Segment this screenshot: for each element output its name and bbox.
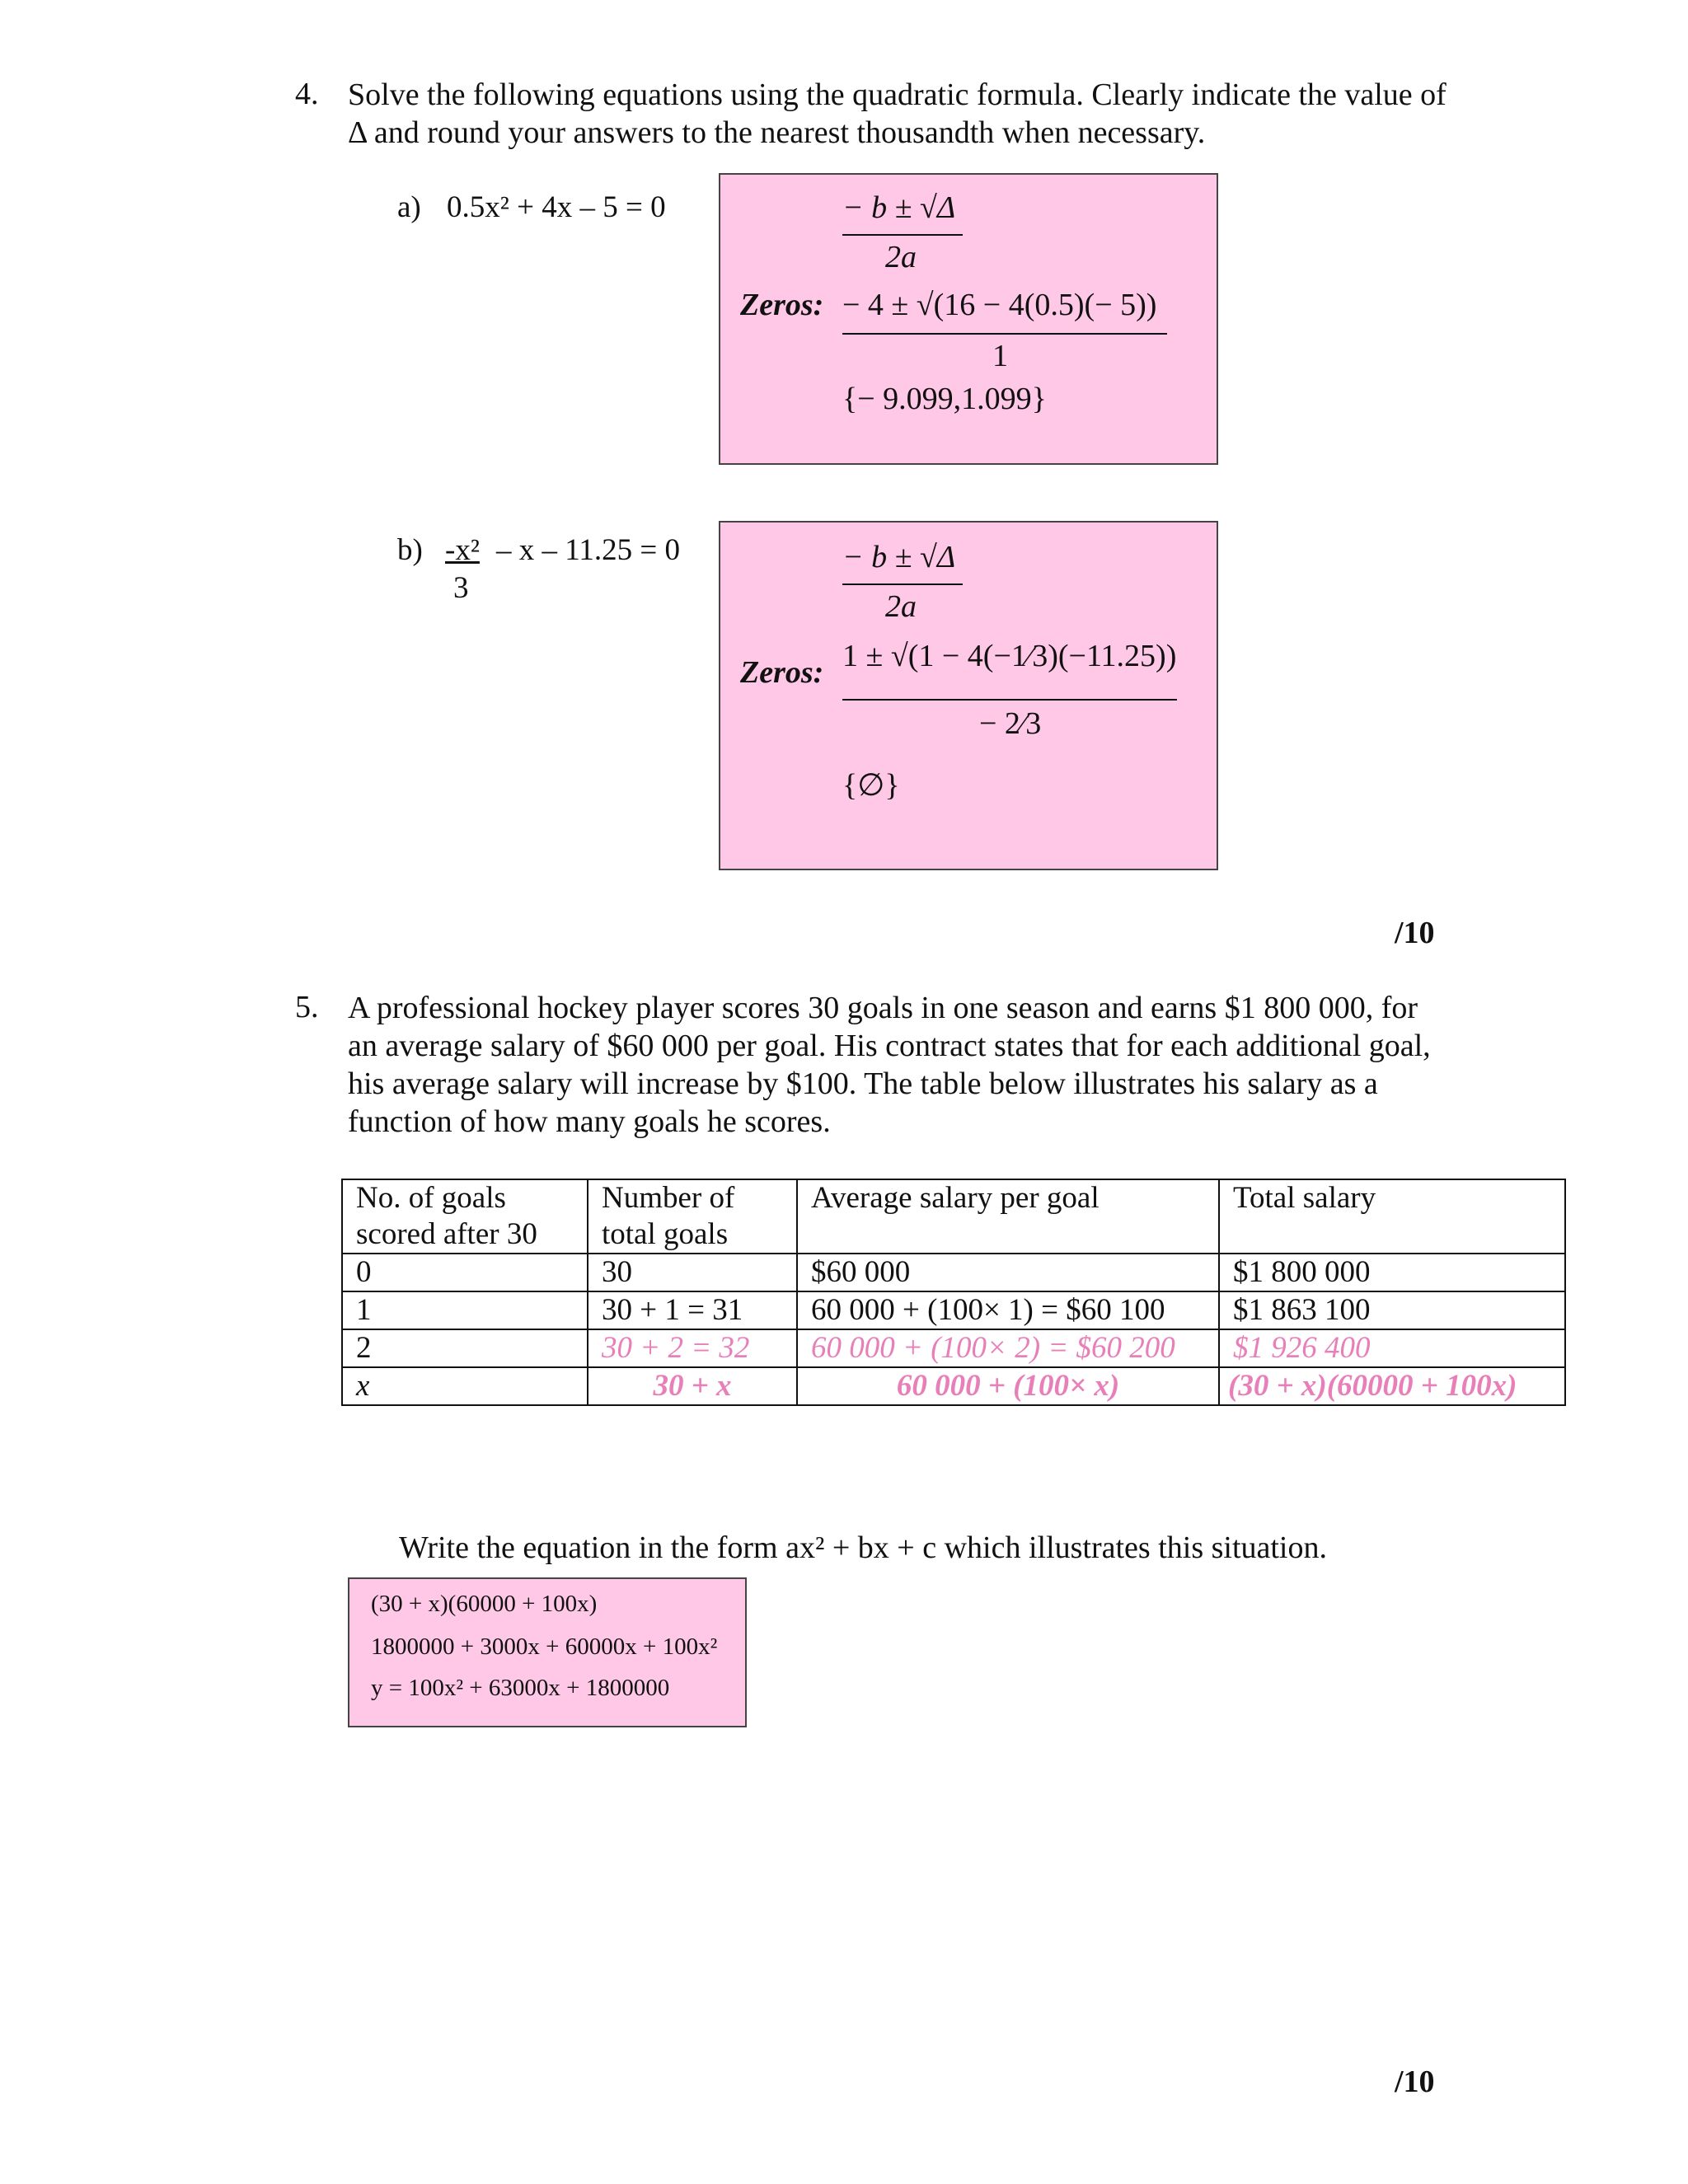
table-cell: 0 [342, 1254, 588, 1291]
table-cell: $1 863 100 [1219, 1291, 1565, 1329]
q4b-equation-numerator: -x² [445, 533, 480, 567]
q4-number: 4. [295, 77, 319, 111]
table-cell: $60 000 [797, 1254, 1219, 1291]
q4a-substitution-numerator: − 4 ± √(16 − 4(0.5)(− 5)) [842, 288, 1157, 322]
answer-cell: 60 000 + (100× x) [797, 1367, 1219, 1405]
q4-prompt: Solve the following equations using the quadratic formula. Clearly indicate the value of Δ and round your answers to the nearest thousandth when necessary. [348, 77, 1447, 150]
q4a-zeros-label: Zeros: [740, 288, 824, 322]
answer-cell: 60 000 + (100× 2) = $60 200 [797, 1329, 1219, 1367]
work-line: (30 + x)(60000 + 100x) [371, 1591, 598, 1617]
q5-answer-box [348, 1577, 747, 1727]
q4b-answer-box [719, 521, 1218, 870]
q4a-substitution-denominator: 1 [992, 339, 1008, 373]
answer-cell: $1 926 400 [1219, 1329, 1565, 1367]
q4b-formula-numerator: − b ± √Δ [842, 540, 956, 574]
work-line: y = 100x² + 63000x + 1800000 [371, 1675, 670, 1701]
salary-table [341, 1179, 1566, 1406]
answer-cell: 30 + x [588, 1367, 797, 1405]
q5-equation-prompt: Write the equation in the form ax² + bx + c which illustrates this situation. [399, 1530, 1327, 1565]
work-line: 1800000 + 3000x + 60000x + 100x² [371, 1633, 718, 1660]
q4b-solution-set: {∅} [842, 768, 900, 803]
q4a-formula-bar [842, 234, 963, 236]
table-header-cell: Number of total goals [588, 1179, 797, 1254]
table-cell: 30 + 1 = 31 [588, 1291, 797, 1329]
q4b-formula-bar [842, 583, 963, 585]
table-row [342, 1329, 1565, 1367]
q5-score: /10 [1395, 2064, 1435, 2099]
table-row [342, 1367, 1565, 1405]
q5-prompt: A professional hockey player scores 30 goals in one season and earns $1 800 000, for an average salary of $60 000 per goal. His contract states that for each additional goal, his average salary will increase by $100. The table below illustrates his salary as a function of how many goals he scores. [348, 991, 1431, 1139]
q4b-equation-rest: – x – 11.25 = 0 [496, 533, 680, 567]
table-header-cell: Total salary [1219, 1179, 1565, 1254]
table-cell: 60 000 + (100× 1) = $60 100 [797, 1291, 1219, 1329]
q4b-equation-denominator: 3 [453, 571, 469, 605]
table-cell: 2 [342, 1329, 588, 1367]
q4a-answer-box [719, 173, 1218, 465]
q5-number: 5. [295, 990, 319, 1024]
q4a-label: a) [397, 190, 421, 224]
table-header-cell: No. of goals scored after 30 [342, 1179, 588, 1254]
table-header-cell: Average salary per goal [797, 1179, 1219, 1254]
q4-score: /10 [1395, 916, 1435, 950]
q4a-solution-set: {− 9.099,1.099} [842, 382, 1047, 416]
q4b-substitution-bar [842, 699, 1177, 701]
table-cell: 30 [588, 1254, 797, 1291]
q4a-formula-numerator: − b ± √Δ [842, 190, 956, 225]
q4a-equation: 0.5x² + 4x – 5 = 0 [447, 190, 666, 224]
q4a-formula-denominator: 2a [885, 240, 917, 274]
table-row [342, 1254, 1565, 1291]
table-header-row [342, 1179, 1565, 1254]
q4b-formula-denominator: 2a [885, 589, 917, 624]
table-cell: 1 [342, 1291, 588, 1329]
q4b-substitution-numerator: 1 ± √(1 − 4(−1⁄3)(−11.25)) [842, 639, 1177, 673]
q4b-label: b) [397, 533, 423, 567]
answer-cell: (30 + x)(60000 + 100x) [1219, 1367, 1565, 1405]
q4b-substitution-denominator: − 2⁄3 [979, 706, 1042, 741]
table-cell: x [342, 1367, 588, 1405]
q4b-zeros-label: Zeros: [740, 655, 824, 690]
q4a-substitution-bar [842, 333, 1167, 335]
answer-cell: 30 + 2 = 32 [588, 1329, 797, 1367]
table-cell: $1 800 000 [1219, 1254, 1565, 1291]
table-row [342, 1291, 1565, 1329]
